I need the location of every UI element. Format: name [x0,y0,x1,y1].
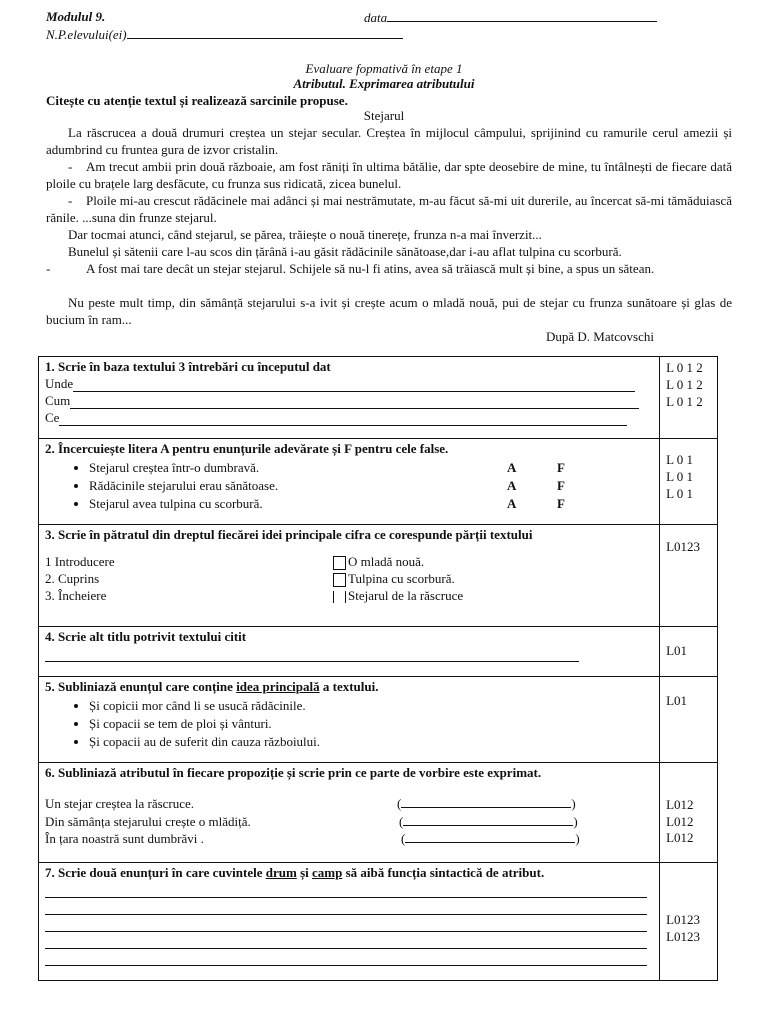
q6-answer-3[interactable] [401,830,580,848]
q2-score-3: L 0 1 [666,486,694,501]
q3-idea-row [333,570,463,587]
q7-word-2: camp [312,865,343,880]
text-title: Stejarul [363,108,405,123]
q7-score-1: L0123 [666,912,701,927]
student-name-field[interactable] [127,26,403,39]
q6-answer-1[interactable] [397,795,576,813]
q5-item[interactable]: • Și copacii au de suferit din cauza războiului. [89,733,653,751]
q6-answer-line[interactable] [405,830,575,843]
q3-idea-3: Stejarul de la răscruce [348,588,464,604]
q6-answer-line[interactable] [403,813,573,826]
question-3 [39,525,718,627]
q3-body [45,553,653,615]
paragraph-6 [46,261,732,278]
q1-start-3: Ce [45,410,60,425]
q5-title-pre: 5. Subliniază enunțul care conține [45,679,237,694]
student-name-label [46,26,403,43]
paragraph-3 [46,193,732,227]
q2-list [45,459,653,513]
q6-answer-line[interactable] [401,795,571,808]
q3-score: L0123 [666,539,701,554]
q7-line [45,949,653,966]
q2-option-a[interactable]: A [507,478,517,493]
paragraph-5: Bunelul și sătenii care l-au scos din țărână i-au găsit rădăcinile sănătoase,dar i-au aflat tulpina cu scorbură. [68,244,622,259]
student-name-text: N.P.elevului(ei) [46,27,127,42]
question-7 [39,863,718,981]
paren-open: ( [401,831,406,846]
q3-parts [45,553,115,604]
paragraph-2 [46,159,732,193]
q7-line [45,915,653,932]
module-label: Modulul 9. [46,9,106,24]
q4-title: 4. Scrie alt titlu potrivit textului citit [45,629,247,644]
q2-option-a[interactable]: A [507,460,517,475]
dash: - [46,261,51,276]
q3-idea-2: Tulpina cu scorbură. [348,571,455,587]
q2-item-text: Stejarul avea tulpina cu scorbură. [89,496,263,511]
q3-part-2: 2. Cuprins [45,571,100,586]
q3-title: 3. Scrie în pătratul din dreptul fiecărei idei principale cifra ce corespunde părții textului [45,527,533,542]
topic-title: Atributul. Exprimarea atributului [293,76,475,91]
q5-item[interactable]: • Și copicii mor când li se usucă rădăcinile. [89,697,653,715]
q5-score: L01 [666,693,688,708]
date-label [364,9,657,26]
question-6 [39,763,718,863]
q2-score-1: L 0 1 [666,452,694,467]
q6-item [45,813,653,831]
q1-answer-3[interactable] [59,413,627,426]
q2-item-text: Stejarul creștea într-o dumbravă. [89,460,260,475]
q1-score-2: L 0 1 2 [666,377,703,392]
q5-item[interactable]: • Și copacii se tem de ploi și vânturi. [89,715,653,733]
q2-item-text: Rădăcinile stejarului erau sănătoase. [89,478,279,493]
q1-line-cum [45,392,653,409]
q3-part-3: 3. Încheiere [45,588,107,603]
instruction: Citește cu atenție textul și realizează sarcinile propuse. [46,93,348,108]
q7-score-2: L0123 [666,929,701,944]
q6-sentence-1[interactable]: Un stejar creștea la răscruce. [45,796,195,811]
q6-items [45,795,653,848]
q7-title-pre: 7. Scrie două enunțuri în care cuvintele [45,865,266,880]
q6-title: 6. Subliniază atributul în fiecare propoziție și scrie prin ce parte de vorbire este exprimat. [45,765,542,780]
q6-score-1: L012 [666,797,694,812]
q6-sentence-3[interactable]: În țara noastră sunt dumbrăvi . [45,831,204,846]
q2-score-2: L 0 1 [666,469,694,484]
q3-idea-1: O mladă nouă. [348,554,425,569]
author: După D. Matcovschi [546,329,654,344]
q1-score-3: L 0 1 2 [666,394,703,409]
paragraph-4: Dar tocmai atunci, când stejarul, se părea, trăiește o nouă tinerețe, frunza n-a mai înverzit... [68,227,542,242]
q1-score-1: L 0 1 2 [666,360,703,375]
q3-part-1: 1 Introducere [45,554,115,569]
q7-answer[interactable] [45,919,647,932]
q1-line-unde [45,375,653,392]
paren-open: ( [399,813,404,829]
q3-idea-row [333,587,463,604]
q4-answer-row [45,645,653,662]
q7-title-mid: și [296,865,312,880]
question-1 [39,357,718,439]
q5-list [45,697,653,751]
q2-option-a[interactable]: A [507,496,517,511]
question-2 [39,439,718,525]
q2-item [89,459,653,477]
dash: - [68,193,73,208]
q6-sentence-2[interactable]: Din sămânța stejarului crește o mlădiță. [45,813,251,829]
q5-title-post: a textului. [319,679,379,694]
q3-ideas [333,553,463,604]
q4-score: L01 [666,643,688,658]
paragraph-2-text: Am trecut ambii prin două războaie, am fost răniți în ultima bătălie, dar spte deosebire de mine, tu întâlnești de fiecare dată ploile cu brațele larg desfăcute, cu frunza sus ridicată, zicea bunelul. [46,159,732,191]
q7-answer[interactable] [45,936,647,949]
q1-answer-1[interactable] [73,379,635,392]
q7-line [45,898,653,915]
q7-line [45,881,653,898]
q1-line-ce [45,409,653,426]
q7-title-post: să aibă funcția sintactică de atribut. [342,865,545,880]
paren-open: ( [397,796,402,811]
q6-score-3: L012 [666,830,694,845]
q7-answer-lines [45,881,653,966]
question-5 [39,677,718,763]
q7-word-1: drum [265,865,297,880]
q1-start-1: Unde [45,376,74,391]
q3-answer-box[interactable] [333,573,346,587]
q7-title [45,865,653,881]
paragraph-1: La răscrucea a două drumuri creștea un stejar secular. Creștea în mijlocul câmpului, sprijinind cu ramurile cerul amezii și adumbrind cu fruntea gura de izvor cristalin. [46,125,732,157]
q7-answer[interactable] [45,902,647,915]
q6-answer-2[interactable] [399,813,578,831]
q1-answer-2[interactable] [70,396,639,409]
paren-close: ) [575,831,580,846]
q3-answer-box[interactable] [333,591,346,603]
q7-line [45,932,653,949]
q3-idea-row [333,553,463,570]
dash: - [68,159,73,174]
paren-close: ) [573,813,578,829]
q1-start-2: Cum [45,393,71,408]
paragraph-7: Nu peste mult timp, din sămânță stejarului s-a ivit și crește acum o mladă nouă, pui de stejar cu frunza sunătoare și glas de bucium în ram... [46,295,732,327]
questions-table [38,356,718,981]
date-label-text: data [364,10,388,25]
q1-title: 1. Scrie în baza textului 3 întrebări cu începutul dat [45,359,331,374]
paragraph-6-text: A fost mai tare decât un stejar stejarul. Schijele să nu-l fi atins, avea să trăiască mult și bine, a spus un sătean. [86,261,655,276]
q7-answer[interactable] [45,953,647,966]
q3-answer-box[interactable] [333,556,346,570]
q2-item [89,477,653,495]
q2-option-f[interactable]: F [557,478,565,493]
q6-item [45,830,653,848]
question-4 [39,627,718,677]
q4-answer[interactable] [45,649,579,662]
q5-title [45,679,653,695]
date-field[interactable] [387,9,657,22]
q5-title-underlined: idea principală [236,679,320,694]
paren-close: ) [571,796,576,811]
q7-answer[interactable] [45,885,647,898]
q2-item [89,495,653,513]
q2-title: 2. Încercuiește litera A pentru enunțurile adevărate și F pentru cele false. [45,441,449,456]
q2-option-f[interactable]: F [557,460,565,475]
q6-score-2: L012 [666,813,694,829]
paragraph-3-text: Ploile mi-au crescut rădăcinele mai adânci și mai nestrămutate, m-au făcut să-mi uit durerile, au încercat să-mi tămăduiască rănile. ...suna din frunze stejarul. [46,193,732,225]
q6-item [45,795,653,813]
eval-title: Evaluare fopmativă în etape 1 [305,61,463,76]
q2-option-f[interactable]: F [557,496,565,511]
